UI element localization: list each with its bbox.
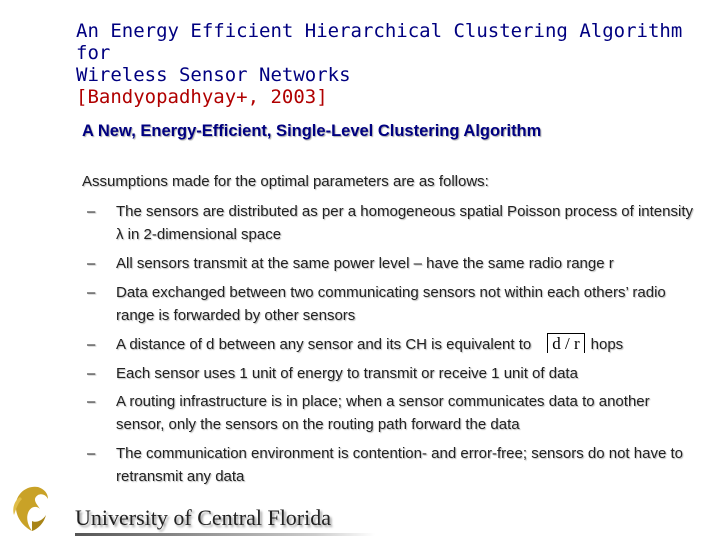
bullet-text: Each sensor uses 1 unit of energy to transmit or receive 1 unit of data [116, 365, 578, 382]
bullet-text: All sensors transmit at the same power level – have the same radio range r [116, 255, 614, 272]
slide-title [76, 20, 706, 108]
bullet-text: The communication environment is contention- and error-free; sensors do not have to retransmit any data [116, 445, 683, 485]
title-line-1: An Energy Efficient Hierarchical Clustering Algorithm for [76, 20, 683, 64]
pegasus-logo-icon [8, 483, 56, 535]
bullet-text: A distance of d between any sensor and its CH is equivalent to [116, 336, 532, 353]
university-wordmark: University of Central Florida [75, 505, 375, 529]
bullet-suffix: hops [590, 336, 624, 353]
subtitle: A New, Energy-Efficient, Single-Level Clustering Algorithm [82, 122, 542, 140]
bullet-text: The sensors are distributed as per a homogeneous spatial Poisson process of intensity λ in 2-dimensional space [116, 203, 693, 243]
bullet-text-with-formula [116, 333, 696, 356]
ceiling-formula: d / r [547, 333, 584, 353]
bullet-text: Data exchanged between two communicating sensors not within each others’ radio range is forwarded by other sensors [116, 284, 666, 324]
bullet-dash: – [87, 284, 96, 301]
bullet-text: A routing infrastructure is in place; when a sensor communicates data to another sensor, only the sensors on the routing path forward the data [116, 393, 650, 433]
bullet-dash: – [87, 336, 96, 353]
bullet-dash: – [87, 393, 96, 410]
bullet-dash: – [87, 203, 96, 220]
bullet-dash: – [87, 255, 96, 272]
title-line-2: Wireless Sensor Networks [76, 64, 351, 86]
bullet-dash: – [87, 445, 96, 462]
assumptions-intro: Assumptions made for the optimal parameters are as follows: [82, 173, 489, 190]
bullet-dash: – [87, 365, 96, 382]
citation: [Bandyopadhyay+, 2003] [76, 86, 328, 108]
